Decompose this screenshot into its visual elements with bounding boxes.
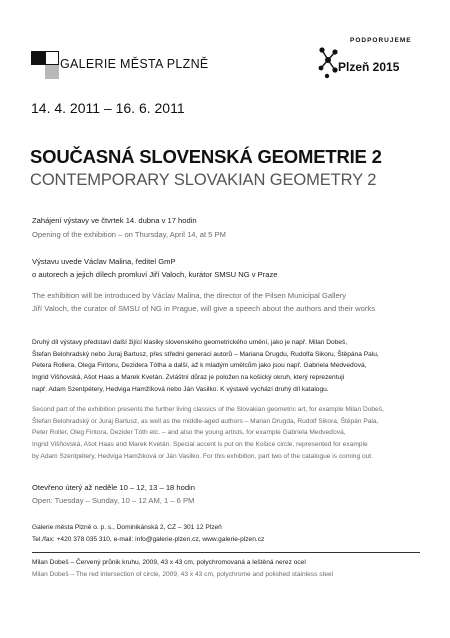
opening-english: Opening of the exhibition – on Thursday, April 14, at 5 PM [32, 230, 226, 239]
caption-czech: Milan Dobeš – Červený průnik kruhu, 2009, 43 x 43 cm, polychromovaná a leštěná nerez ocel [32, 559, 306, 566]
contact-address: Galerie města Plzně o. p. s., Dominikánská 2, CZ – 301 12 Plzeň [32, 524, 222, 531]
opening-czech: Zahájení výstavy ve čtvrtek 14. dubna v 17 hodin [32, 216, 197, 225]
contact-phone-email: Tel./fax: +420 378 035 310, e-mail: info@galerie-plzen.cz, www.galerie-plzen.cz [32, 536, 265, 543]
description-czech [32, 337, 432, 396]
description-czech-line: např. Adam Szentpétery, Hedviga Hamžíková nebo Ján Vasilko. K výstavě vychází druhý díl katalogu. [32, 385, 329, 393]
opening-hours-english: Open: Tuesday – Sunday, 10 – 12 AM, 1 – 6 PM [32, 496, 195, 505]
exhibition-dates: 14. 4. 2011 – 16. 6. 2011 [31, 100, 185, 116]
description-czech-line: Ingrid Višňovská, Ašot Haas a Marek Kvetán. Zvláštní důraz je položen na košický okruh, který reprezentují [32, 374, 345, 382]
sponsor-name: Plzeň 2015 [338, 60, 400, 74]
description-english [32, 404, 432, 463]
description-czech-line: Štefan Belohradský nebo Juraj Bartusz, přes střední generaci autorů – Mariana Drugdu, Rudolfa Sikoru, Štěpána Palu, [32, 350, 379, 358]
description-english-line: Štefan Belohradský or Juraj Bartusz, as well as the middle-aged authors – Marian Drugda, Rudolf Sikora, Štěpán Pala, [32, 417, 379, 425]
description-english-line: by Adam Szentpétery, Hedviga Hamžiková or Ján Vasilko. For this exhibition, part two of the catalogue is coming out. [32, 452, 373, 460]
opening-hours-czech: Otevřeno úterý až neděle 10 – 12, 13 – 18 hodin [32, 483, 195, 492]
divider [32, 552, 420, 553]
gallery-name: GALERIE MĚSTA PLZNĚ [60, 57, 209, 71]
intro-english-line-2: Jiří Valoch, the curator of SMSU of NG in Prague, will give a speech about the authors and their works [32, 304, 376, 313]
description-czech-line: Druhý díl výstavy představí další žijící klasiky slovenského geometrického umění, jako je např. Milan Dobeš, [32, 339, 348, 346]
description-english-line: Peter Roller, Oleg Fintora, Dezider Tóth etc. – and also the young artists, for example Gabriela Medveďová, [32, 429, 346, 437]
plzen-2015-logo-icon [318, 46, 340, 80]
caption-english: Milan Dobeš – The red intersection of circle, 2009, 43 x 43 cm, polychrome and polished stainless steel [32, 571, 334, 578]
title-english: CONTEMPORARY SLOVAKIAN GEOMETRY 2 [30, 171, 377, 189]
title-czech: SOUČASNÁ SLOVENSKÁ GEOMETRIE 2 [30, 146, 382, 167]
intro-czech-line-1: Výstavu uvede Václav Malina, ředitel GmP [32, 257, 176, 266]
intro-english-line-1: The exhibition will be introduced by Václav Malina, the director of the Pilsen Municipal Gallery [32, 291, 347, 300]
intro-czech-line-2: o autorech a jejich dílech promluví Jiří Valoch, kurátor SMSU NG v Praze [32, 270, 278, 279]
description-czech-line: Petera Rollera, Olega Fintoru, Dezidera Tótha a další, až k mladým umělcům jako jsou např. Gabriela Medveďová, [32, 362, 367, 370]
description-english-line: Ingrid Višňovská, Ašot Haas and Marek Kvetán. Special accent is put on the Košice circle, represented for example [32, 441, 368, 449]
description-english-line: Second part of the exhibition presents the further living classics of the Slovakian geometric art, for example Milan Dobeš, [32, 406, 384, 413]
sponsor-label: PODPORUJEME [350, 37, 412, 44]
